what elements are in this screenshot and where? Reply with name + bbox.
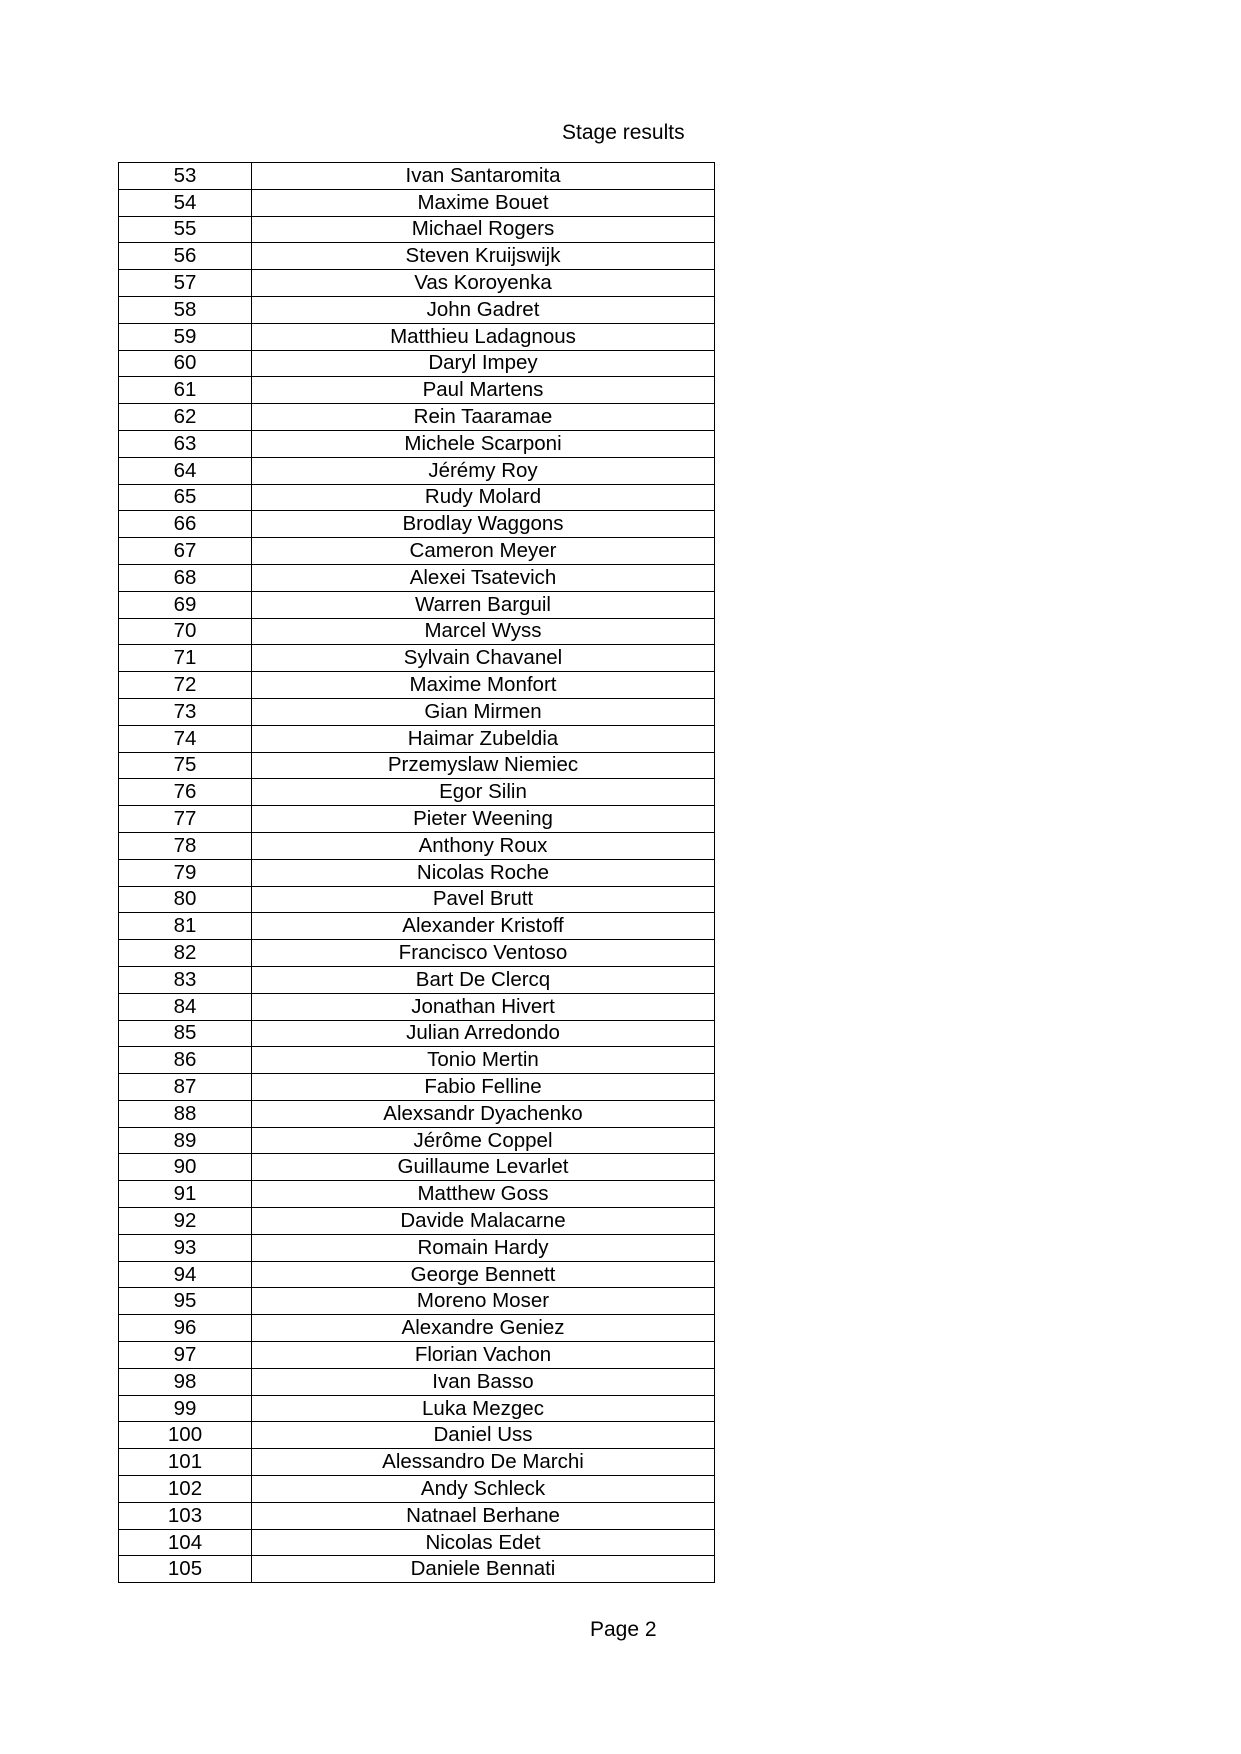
- rider-name-cell: Rein Taaramae: [252, 404, 715, 431]
- rider-name-cell: Alexei Tsatevich: [252, 564, 715, 591]
- position-cell: 88: [119, 1100, 252, 1127]
- position-cell: 89: [119, 1127, 252, 1154]
- position-cell: 80: [119, 886, 252, 913]
- rider-name-cell: Brodlay Waggons: [252, 511, 715, 538]
- rider-name-cell: Maxime Monfort: [252, 672, 715, 699]
- table-row: [119, 645, 715, 672]
- position-cell: 104: [119, 1529, 252, 1556]
- table-row: [119, 216, 715, 243]
- position-cell: 66: [119, 511, 252, 538]
- table-row: [119, 1449, 715, 1476]
- table-row: [119, 1020, 715, 1047]
- table-row: [119, 457, 715, 484]
- position-cell: 58: [119, 296, 252, 323]
- rider-name-cell: Marcel Wyss: [252, 618, 715, 645]
- rider-name-cell: Steven Kruijswijk: [252, 243, 715, 270]
- table-row: [119, 189, 715, 216]
- position-cell: 86: [119, 1047, 252, 1074]
- rider-name-cell: Matthew Goss: [252, 1181, 715, 1208]
- rider-name-cell: Guillaume Levarlet: [252, 1154, 715, 1181]
- table-row: [119, 779, 715, 806]
- rider-name-cell: George Bennett: [252, 1261, 715, 1288]
- rider-name-cell: Michele Scarponi: [252, 430, 715, 457]
- rider-name-cell: Gian Mirmen: [252, 698, 715, 725]
- table-row: [119, 1315, 715, 1342]
- table-row: [119, 940, 715, 967]
- table-row: [119, 1529, 715, 1556]
- rider-name-cell: Egor Silin: [252, 779, 715, 806]
- position-cell: 102: [119, 1476, 252, 1503]
- table-row: [119, 484, 715, 511]
- position-cell: 75: [119, 752, 252, 779]
- rider-name-cell: Haimar Zubeldia: [252, 725, 715, 752]
- rider-name-cell: Nicolas Roche: [252, 859, 715, 886]
- rider-name-cell: Sylvain Chavanel: [252, 645, 715, 672]
- table-row: [119, 993, 715, 1020]
- position-cell: 78: [119, 832, 252, 859]
- table-row: [119, 913, 715, 940]
- position-cell: 76: [119, 779, 252, 806]
- page-number: Page 2: [590, 1618, 657, 1641]
- position-cell: 87: [119, 1074, 252, 1101]
- rider-name-cell: Alexander Kristoff: [252, 913, 715, 940]
- position-cell: 94: [119, 1261, 252, 1288]
- table-row: [119, 296, 715, 323]
- rider-name-cell: Jérémy Roy: [252, 457, 715, 484]
- rider-name-cell: Przemyslaw Niemiec: [252, 752, 715, 779]
- table-row: [119, 1288, 715, 1315]
- rider-name-cell: Cameron Meyer: [252, 538, 715, 565]
- table-row: [119, 350, 715, 377]
- position-cell: 69: [119, 591, 252, 618]
- rider-name-cell: Alexandre Geniez: [252, 1315, 715, 1342]
- rider-name-cell: Matthieu Ladagnous: [252, 323, 715, 350]
- position-cell: 59: [119, 323, 252, 350]
- position-cell: 83: [119, 966, 252, 993]
- table-row: [119, 1154, 715, 1181]
- rider-name-cell: Nicolas Edet: [252, 1529, 715, 1556]
- table-row: [119, 270, 715, 297]
- position-cell: 101: [119, 1449, 252, 1476]
- rider-name-cell: Romain Hardy: [252, 1234, 715, 1261]
- position-cell: 54: [119, 189, 252, 216]
- rider-name-cell: Vas Koroyenka: [252, 270, 715, 297]
- rider-name-cell: John Gadret: [252, 296, 715, 323]
- rider-name-cell: Moreno Moser: [252, 1288, 715, 1315]
- table-row: [119, 1181, 715, 1208]
- table-row: [119, 618, 715, 645]
- position-cell: 70: [119, 618, 252, 645]
- position-cell: 53: [119, 163, 252, 190]
- rider-name-cell: Bart De Clercq: [252, 966, 715, 993]
- position-cell: 60: [119, 350, 252, 377]
- position-cell: 57: [119, 270, 252, 297]
- table-row: [119, 698, 715, 725]
- rider-name-cell: Jonathan Hivert: [252, 993, 715, 1020]
- position-cell: 105: [119, 1556, 252, 1583]
- rider-name-cell: Julian Arredondo: [252, 1020, 715, 1047]
- table-row: [119, 1261, 715, 1288]
- position-cell: 82: [119, 940, 252, 967]
- position-cell: 73: [119, 698, 252, 725]
- rider-name-cell: Florian Vachon: [252, 1342, 715, 1369]
- table-row: [119, 1047, 715, 1074]
- table-row: [119, 1368, 715, 1395]
- rider-name-cell: Warren Barguil: [252, 591, 715, 618]
- rider-name-cell: Luka Mezgec: [252, 1395, 715, 1422]
- rider-name-cell: Jérôme Coppel: [252, 1127, 715, 1154]
- table-row: [119, 832, 715, 859]
- position-cell: 92: [119, 1208, 252, 1235]
- table-row: [119, 538, 715, 565]
- position-cell: 98: [119, 1368, 252, 1395]
- position-cell: 96: [119, 1315, 252, 1342]
- table-row: [119, 859, 715, 886]
- position-cell: 85: [119, 1020, 252, 1047]
- results-table: [118, 162, 715, 1583]
- table-row: [119, 564, 715, 591]
- position-cell: 72: [119, 672, 252, 699]
- rider-name-cell: Francisco Ventoso: [252, 940, 715, 967]
- table-row: [119, 404, 715, 431]
- table-row: [119, 243, 715, 270]
- position-cell: 62: [119, 404, 252, 431]
- position-cell: 93: [119, 1234, 252, 1261]
- table-row: [119, 377, 715, 404]
- table-row: [119, 1342, 715, 1369]
- rider-name-cell: Rudy Molard: [252, 484, 715, 511]
- page-title: Stage results: [562, 121, 685, 144]
- table-row: [119, 752, 715, 779]
- table-row: [119, 511, 715, 538]
- position-cell: 63: [119, 430, 252, 457]
- position-cell: 97: [119, 1342, 252, 1369]
- position-cell: 79: [119, 859, 252, 886]
- rider-name-cell: Natnael Berhane: [252, 1502, 715, 1529]
- position-cell: 100: [119, 1422, 252, 1449]
- table-row: [119, 966, 715, 993]
- table-row: [119, 163, 715, 190]
- table-row: [119, 1556, 715, 1583]
- position-cell: 95: [119, 1288, 252, 1315]
- rider-name-cell: Daniele Bennati: [252, 1556, 715, 1583]
- rider-name-cell: Ivan Santaromita: [252, 163, 715, 190]
- rider-name-cell: Pavel Brutt: [252, 886, 715, 913]
- rider-name-cell: Anthony Roux: [252, 832, 715, 859]
- position-cell: 68: [119, 564, 252, 591]
- position-cell: 81: [119, 913, 252, 940]
- rider-name-cell: Paul Martens: [252, 377, 715, 404]
- rider-name-cell: Michael Rogers: [252, 216, 715, 243]
- position-cell: 77: [119, 806, 252, 833]
- table-row: [119, 1502, 715, 1529]
- rider-name-cell: Davide Malacarne: [252, 1208, 715, 1235]
- position-cell: 64: [119, 457, 252, 484]
- position-cell: 90: [119, 1154, 252, 1181]
- position-cell: 99: [119, 1395, 252, 1422]
- table-row: [119, 1476, 715, 1503]
- table-row: [119, 1422, 715, 1449]
- results-table-body: [119, 163, 715, 1583]
- table-row: [119, 323, 715, 350]
- rider-name-cell: Daryl Impey: [252, 350, 715, 377]
- rider-name-cell: Tonio Mertin: [252, 1047, 715, 1074]
- table-row: [119, 886, 715, 913]
- rider-name-cell: Fabio Felline: [252, 1074, 715, 1101]
- rider-name-cell: Pieter Weening: [252, 806, 715, 833]
- rider-name-cell: Alexsandr Dyachenko: [252, 1100, 715, 1127]
- position-cell: 71: [119, 645, 252, 672]
- rider-name-cell: Daniel Uss: [252, 1422, 715, 1449]
- rider-name-cell: Maxime Bouet: [252, 189, 715, 216]
- table-row: [119, 430, 715, 457]
- table-row: [119, 1234, 715, 1261]
- table-row: [119, 1208, 715, 1235]
- table-row: [119, 806, 715, 833]
- position-cell: 55: [119, 216, 252, 243]
- table-row: [119, 1074, 715, 1101]
- position-cell: 65: [119, 484, 252, 511]
- rider-name-cell: Alessandro De Marchi: [252, 1449, 715, 1476]
- table-row: [119, 1127, 715, 1154]
- position-cell: 84: [119, 993, 252, 1020]
- rider-name-cell: Ivan Basso: [252, 1368, 715, 1395]
- table-row: [119, 725, 715, 752]
- table-row: [119, 1395, 715, 1422]
- position-cell: 67: [119, 538, 252, 565]
- position-cell: 61: [119, 377, 252, 404]
- position-cell: 56: [119, 243, 252, 270]
- position-cell: 91: [119, 1181, 252, 1208]
- table-row: [119, 1100, 715, 1127]
- position-cell: 103: [119, 1502, 252, 1529]
- table-row: [119, 672, 715, 699]
- table-row: [119, 591, 715, 618]
- position-cell: 74: [119, 725, 252, 752]
- rider-name-cell: Andy Schleck: [252, 1476, 715, 1503]
